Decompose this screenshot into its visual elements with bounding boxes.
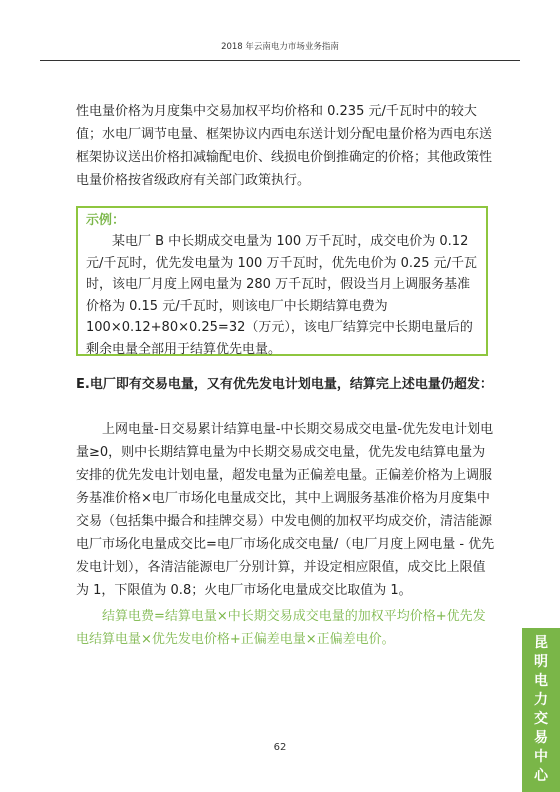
- side-tab-char: 心: [534, 768, 548, 784]
- side-tab-char: 明: [534, 654, 548, 670]
- running-header: 2018 年云南电力市场业务指南: [221, 42, 339, 52]
- intro-paragraph: 性电量价格为月度集中交易加权平均价格和 0.235 元/千瓦时中的较大值；水电厂调节电量、框架协议内西电东送计划分配电量价格为西电东送框架协议送出价格扣减输配电价、线损电价倒推确定的价格；其他政策性电量价格按省级政府有关部门政策执行。: [76, 104, 493, 188]
- side-tab-char: 交: [534, 711, 548, 727]
- side-tab-char: 昆: [534, 635, 548, 651]
- example-body: 某电厂 B 中长期成交电量为 100 万千瓦时，成交电价为 0.12 元/千瓦时，优先发电量为 100 万千瓦时，优先电价为 0.25 元/千瓦时，该电厂月度上网电量为 280 万千瓦时，假设当月上调服务基准价格为 0.15 元/千瓦时，则该电厂中长期结算电费为 100×0.12+80×0.25=32（万元），该电厂结算完中长期电量后的剩余电量全部用于结算优先电量。: [86, 234, 478, 357]
- section-e-body-text: 上网电量-日交易累计结算电量-中长期交易成交电量-优先发电计划电量≥0，则中长期结算电量为中长期交易成交电量，优先发电结算电量为安排的优先发电计划电量，超发电量为正偏差电量。正偏差价格为上调服务基准价格×电厂市场化电量成交比，其中上调服务基准价格为月度集中交易（包括集中撮合和挂牌交易）中发电侧的加权平均成交价，清洁能源电厂市场化电量成交比=电厂市场化成交电量/（电厂月度上网电量 - 优先发电计划），各清洁能源电厂分别计算，并设定相应限值，成交比上限值为 1，下限值为 0.8；火电厂市场化电量成交比取值为 1。: [76, 422, 495, 598]
- section-e-body: [76, 418, 496, 602]
- side-tab-char: 易: [534, 730, 548, 746]
- page-number: 62: [273, 742, 287, 753]
- side-tab-char: 电: [534, 673, 548, 689]
- header-divider: [40, 60, 520, 61]
- side-tab-char: 力: [534, 692, 548, 708]
- section-e-heading: E.电厂即有交易电量，又有优先发电计划电量，结算完上述电量仍超发：: [76, 377, 493, 392]
- example-title: 示例：: [86, 213, 126, 228]
- side-tab-kunming-power-exchange: [522, 628, 560, 792]
- example-box: [76, 206, 488, 356]
- side-tab-char: 中: [534, 749, 548, 765]
- settlement-formula: 结算电费=结算电量×中长期交易成交电量的加权平均价格+优先发电结算电量×优先发电价格+正偏差电量×正偏差电价。: [76, 609, 486, 647]
